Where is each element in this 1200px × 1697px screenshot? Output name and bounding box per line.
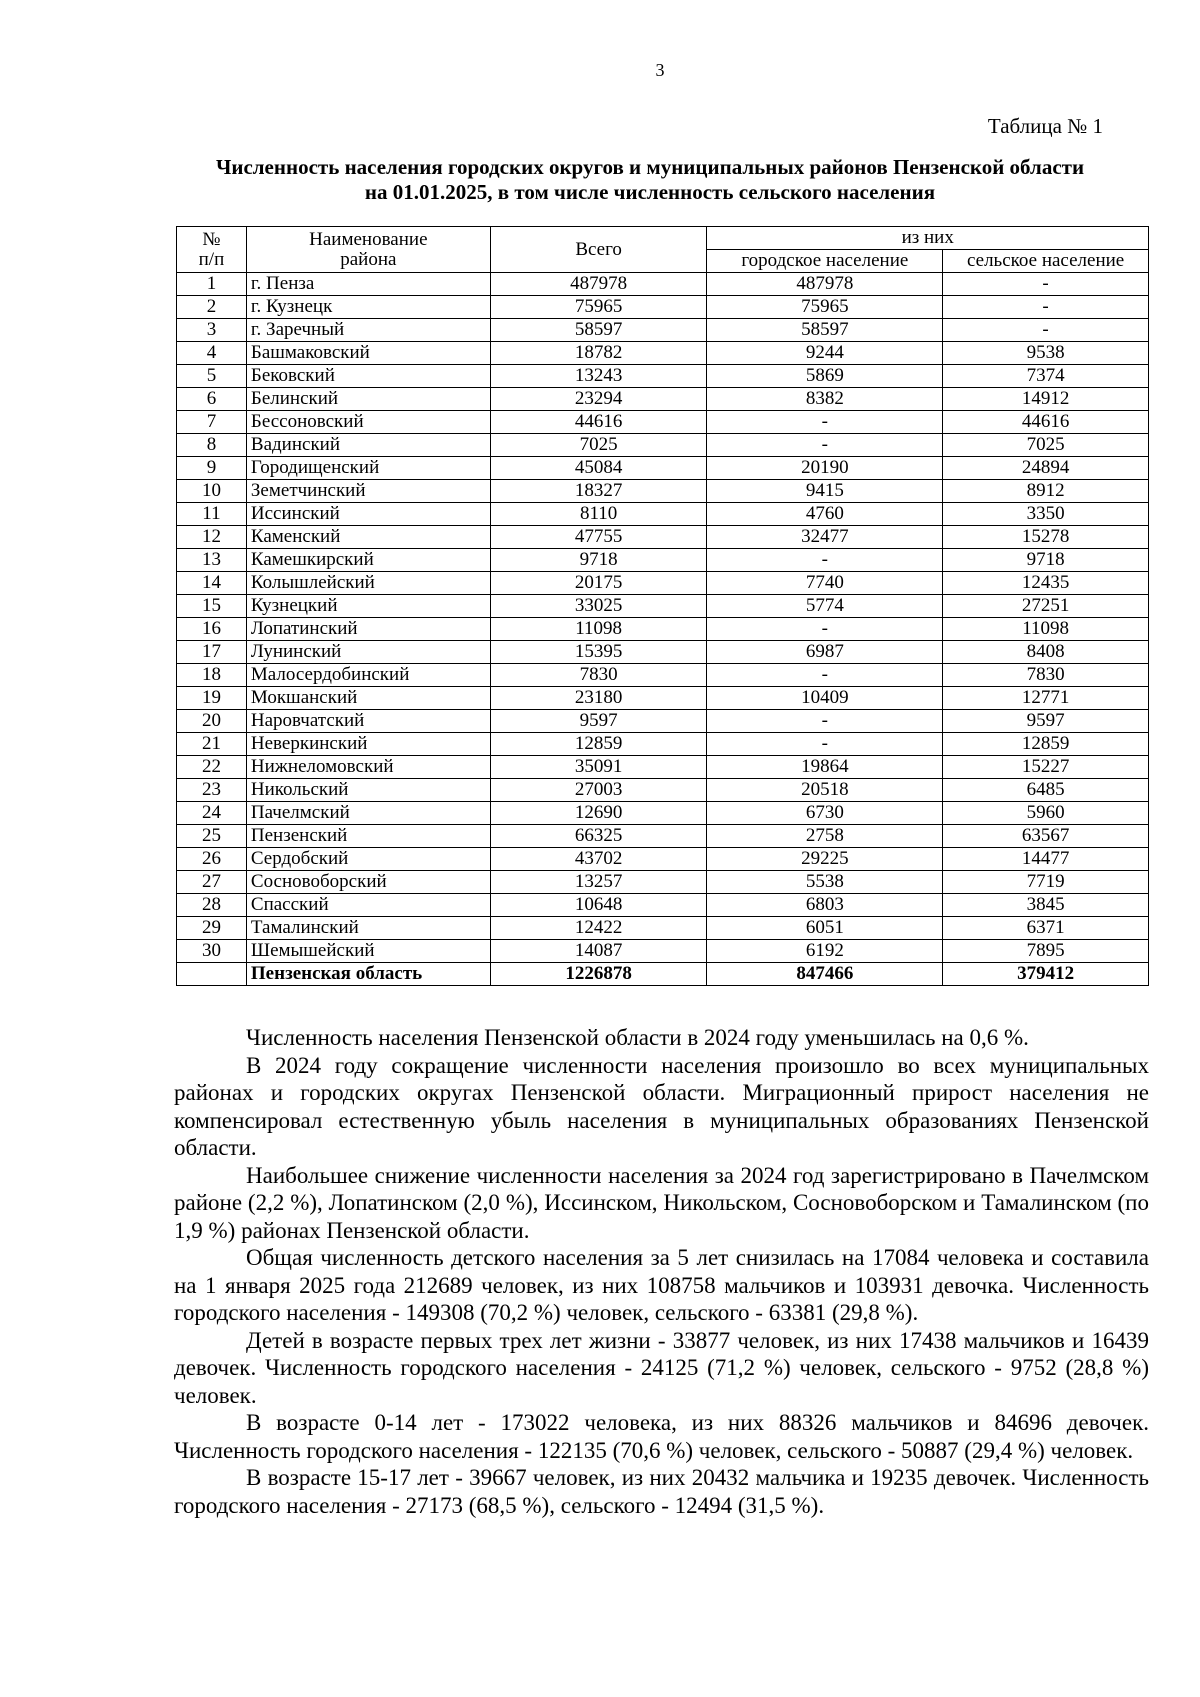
table-row <box>177 825 1149 848</box>
district-name-cell: Сердобский <box>246 848 490 871</box>
table-body <box>177 273 1149 963</box>
row-number-cell: 20 <box>177 710 247 733</box>
table-header <box>177 227 1149 273</box>
rural-cell: 12435 <box>943 572 1149 595</box>
total-cell: 9718 <box>490 549 707 572</box>
district-name-cell: Бессоновский <box>246 411 490 434</box>
row-number-cell: 21 <box>177 733 247 756</box>
total-cell: 14087 <box>490 940 707 963</box>
total-cell: 23180 <box>490 687 707 710</box>
header-urban: городское население <box>707 250 943 273</box>
row-number-cell: 28 <box>177 894 247 917</box>
district-name-cell: Шемышейский <box>246 940 490 963</box>
row-number-cell: 22 <box>177 756 247 779</box>
row-number-cell: 16 <box>177 618 247 641</box>
rural-cell: 63567 <box>943 825 1149 848</box>
row-number-cell: 9 <box>177 457 247 480</box>
table-row <box>177 319 1149 342</box>
row-number-cell: 7 <box>177 411 247 434</box>
row-number-cell: 26 <box>177 848 247 871</box>
header-name-line-1: Наименование <box>309 228 428 250</box>
total-cell: 13243 <box>490 365 707 388</box>
district-name-cell: г. Заречный <box>246 319 490 342</box>
total-cell: 18782 <box>490 342 707 365</box>
rural-cell: 7719 <box>943 871 1149 894</box>
total-cell: 13257 <box>490 871 707 894</box>
paragraph: В 2024 году сокращение численности населения произошло во всех муниципальных районах и городских округах Пензенской области. Миграционный прирост населения не компенсировал естественную убыль населения в муниципальных образованиях Пензенской области. <box>174 1052 1149 1160</box>
total-cell: 20175 <box>490 572 707 595</box>
urban-cell: 7740 <box>707 572 943 595</box>
urban-cell: - <box>707 733 943 756</box>
total-cell: 12690 <box>490 802 707 825</box>
row-number-cell: 1 <box>177 273 247 296</box>
urban-cell: 20518 <box>707 779 943 802</box>
urban-cell: 5774 <box>707 595 943 618</box>
table-row <box>177 526 1149 549</box>
rural-cell: 12771 <box>943 687 1149 710</box>
row-number-cell: 10 <box>177 480 247 503</box>
header-number-line-1: № <box>202 228 221 250</box>
row-number-cell: 17 <box>177 641 247 664</box>
total-cell: 75965 <box>490 296 707 319</box>
table-row <box>177 940 1149 963</box>
row-number-cell: 2 <box>177 296 247 319</box>
table-row <box>177 365 1149 388</box>
table-row <box>177 273 1149 296</box>
district-name-cell: Кузнецкий <box>246 595 490 618</box>
table-row <box>177 457 1149 480</box>
district-name-cell: Лунинский <box>246 641 490 664</box>
total-cell: 18327 <box>490 480 707 503</box>
urban-cell: 5869 <box>707 365 943 388</box>
total-cell: 44616 <box>490 411 707 434</box>
district-name-cell: Мокшанский <box>246 687 490 710</box>
paragraph: В возрасте 15-17 лет - 39667 человек, из них 20432 мальчика и 19235 девочек. Численность городского населения - 27173 (68,5 %), сельского - 12494 (31,5 %). <box>174 1465 1149 1518</box>
urban-cell: 6192 <box>707 940 943 963</box>
total-urban-cell: 847466 <box>707 963 943 986</box>
urban-cell: 4760 <box>707 503 943 526</box>
rural-cell: - <box>943 296 1149 319</box>
table-row <box>177 733 1149 756</box>
district-name-cell: Спасский <box>246 894 490 917</box>
row-number-cell: 18 <box>177 664 247 687</box>
row-number-cell: 6 <box>177 388 247 411</box>
row-number-cell: 4 <box>177 342 247 365</box>
header-name-line-2: района <box>340 248 397 270</box>
row-number-cell: 27 <box>177 871 247 894</box>
total-cell: 45084 <box>490 457 707 480</box>
body-text <box>174 1024 1149 1519</box>
row-number-cell: 29 <box>177 917 247 940</box>
table-row <box>177 917 1149 940</box>
district-name-cell: Нижнеломовский <box>246 756 490 779</box>
district-name-cell: Лопатинский <box>246 618 490 641</box>
total-cell: 43702 <box>490 848 707 871</box>
rural-cell: 3350 <box>943 503 1149 526</box>
row-number-cell: 23 <box>177 779 247 802</box>
table-row <box>177 664 1149 687</box>
row-number-cell: 14 <box>177 572 247 595</box>
table-row <box>177 779 1149 802</box>
total-cell: 35091 <box>490 756 707 779</box>
paragraph: Детей в возрасте первых трех лет жизни - 33877 человек, из них 17438 мальчиков и 16439 девочек. Численность городского населения - 24125 (71,2 %) человек, сельского - 9752 (28,8 %) человек. <box>174 1327 1149 1408</box>
district-name-cell: Камешкирский <box>246 549 490 572</box>
table-row <box>177 618 1149 641</box>
urban-cell: 6803 <box>707 894 943 917</box>
urban-cell: 5538 <box>707 871 943 894</box>
rural-cell: - <box>943 319 1149 342</box>
paragraph: Общая численность детского населения за 5 лет снизилась на 17084 человека и составила на 1 января 2025 года 212689 человек, из них 108758 мальчиков и 103931 девочка. Численность городского населения - 149308 (70,2 %) человек, сельского - 63381 (29,8 %). <box>174 1245 1149 1325</box>
page-number: 3 <box>655 60 665 80</box>
table-row <box>177 434 1149 457</box>
rural-cell: 3845 <box>943 894 1149 917</box>
rural-cell: 15227 <box>943 756 1149 779</box>
urban-cell: 75965 <box>707 296 943 319</box>
rural-cell: 6371 <box>943 917 1149 940</box>
urban-cell: - <box>707 618 943 641</box>
rural-cell: 9538 <box>943 342 1149 365</box>
district-name-cell: Вадинский <box>246 434 490 457</box>
district-name-cell: г. Пенза <box>246 273 490 296</box>
urban-cell: - <box>707 710 943 733</box>
total-cell: 10648 <box>490 894 707 917</box>
urban-cell: - <box>707 434 943 457</box>
rural-cell: 7830 <box>943 664 1149 687</box>
row-number-cell: 11 <box>177 503 247 526</box>
table-row <box>177 687 1149 710</box>
header-rural: сельское население <box>943 250 1149 273</box>
table-row <box>177 503 1149 526</box>
urban-cell: 487978 <box>707 273 943 296</box>
total-rural-cell: 379412 <box>943 963 1149 986</box>
table-total-row <box>177 963 1149 986</box>
rural-cell: 24894 <box>943 457 1149 480</box>
total-cell: 9597 <box>490 710 707 733</box>
rural-cell: 7374 <box>943 365 1149 388</box>
row-number-cell: 25 <box>177 825 247 848</box>
urban-cell: 9415 <box>707 480 943 503</box>
paragraph: Численность населения Пензенской области в 2024 году уменьшилась на 0,6 %. <box>246 1025 1029 1050</box>
row-number-cell: 30 <box>177 940 247 963</box>
rural-cell: 8408 <box>943 641 1149 664</box>
table-row <box>177 411 1149 434</box>
header-total: Всего <box>490 227 707 273</box>
district-name-cell: Городищенский <box>246 457 490 480</box>
district-name-cell: Наровчатский <box>246 710 490 733</box>
table-row <box>177 296 1149 319</box>
header-number <box>177 227 247 273</box>
urban-cell: 8382 <box>707 388 943 411</box>
header-name <box>246 227 490 273</box>
rural-cell: 7025 <box>943 434 1149 457</box>
rural-cell: 27251 <box>943 595 1149 618</box>
row-number-cell: 3 <box>177 319 247 342</box>
table-row <box>177 549 1149 572</box>
total-cell: 12422 <box>490 917 707 940</box>
district-name-cell: Пензенский <box>246 825 490 848</box>
district-name-cell: Бековский <box>246 365 490 388</box>
total-cell: 33025 <box>490 595 707 618</box>
rural-cell: 9597 <box>943 710 1149 733</box>
header-number-line-2: п/п <box>198 248 225 270</box>
total-cell: 23294 <box>490 388 707 411</box>
urban-cell: 6730 <box>707 802 943 825</box>
urban-cell: - <box>707 664 943 687</box>
paragraph: Наибольшее снижение численности населения за 2024 год зарегистрировано в Пачелмском районе (2,2 %), Лопатинском (2,0 %), Иссинском, Никольском, Сосновоборском и Тамалинском (по 1,9 %) районах Пензенской области. <box>174 1162 1149 1243</box>
urban-cell: - <box>707 549 943 572</box>
urban-cell: 58597 <box>707 319 943 342</box>
district-name-cell: Пачелмский <box>246 802 490 825</box>
district-name-cell: Сосновоборский <box>246 871 490 894</box>
urban-cell: 2758 <box>707 825 943 848</box>
urban-cell: 32477 <box>707 526 943 549</box>
total-number-cell <box>177 963 247 986</box>
table-row <box>177 871 1149 894</box>
table-label: Таблица № 1 <box>987 114 1103 138</box>
total-cell: 27003 <box>490 779 707 802</box>
total-cell: 47755 <box>490 526 707 549</box>
table-row <box>177 342 1149 365</box>
district-name-cell: Белинский <box>246 388 490 411</box>
total-cell: 15395 <box>490 641 707 664</box>
district-name-cell: Неверкинский <box>246 733 490 756</box>
table-title <box>150 155 1150 205</box>
rural-cell: 12859 <box>943 733 1149 756</box>
district-name-cell: Земетчинский <box>246 480 490 503</box>
table-title-line-2: на 01.01.2025, в том числе численность сельского населения <box>364 180 936 204</box>
table-row <box>177 802 1149 825</box>
total-cell: 66325 <box>490 825 707 848</box>
row-number-cell: 5 <box>177 365 247 388</box>
district-name-cell: Малосердобинский <box>246 664 490 687</box>
table-row <box>177 641 1149 664</box>
total-all-cell: 1226878 <box>490 963 707 986</box>
rural-cell: 7895 <box>943 940 1149 963</box>
urban-cell: 19864 <box>707 756 943 779</box>
table-row <box>177 894 1149 917</box>
rural-cell: 44616 <box>943 411 1149 434</box>
district-name-cell: Колышлейский <box>246 572 490 595</box>
total-cell: 487978 <box>490 273 707 296</box>
table-row <box>177 480 1149 503</box>
row-number-cell: 13 <box>177 549 247 572</box>
rural-cell: 14477 <box>943 848 1149 871</box>
total-cell: 58597 <box>490 319 707 342</box>
table-row <box>177 710 1149 733</box>
row-number-cell: 8 <box>177 434 247 457</box>
row-number-cell: 15 <box>177 595 247 618</box>
table-row <box>177 595 1149 618</box>
district-name-cell: Никольский <box>246 779 490 802</box>
district-name-cell: Башмаковский <box>246 342 490 365</box>
rural-cell: 14912 <box>943 388 1149 411</box>
rural-cell: - <box>943 273 1149 296</box>
total-name-cell: Пензенская область <box>246 963 490 986</box>
district-name-cell: г. Кузнецк <box>246 296 490 319</box>
row-number-cell: 12 <box>177 526 247 549</box>
total-cell: 7025 <box>490 434 707 457</box>
row-number-cell: 24 <box>177 802 247 825</box>
rural-cell: 5960 <box>943 802 1149 825</box>
table-row <box>177 848 1149 871</box>
paragraph: В возрасте 0-14 лет - 173022 человека, из них 88326 мальчиков и 84696 девочек. Численность городского населения - 122135 (70,6 %) человек, сельского - 50887 (29,4 %) человек. <box>174 1410 1149 1463</box>
urban-cell: 10409 <box>707 687 943 710</box>
table-row <box>177 572 1149 595</box>
population-table <box>176 226 1149 986</box>
rural-cell: 11098 <box>943 618 1149 641</box>
rural-cell: 9718 <box>943 549 1149 572</box>
total-cell: 8110 <box>490 503 707 526</box>
urban-cell: 9244 <box>707 342 943 365</box>
rural-cell: 8912 <box>943 480 1149 503</box>
district-name-cell: Иссинский <box>246 503 490 526</box>
urban-cell: 6051 <box>707 917 943 940</box>
urban-cell: 20190 <box>707 457 943 480</box>
table-row <box>177 388 1149 411</box>
table-title-line-1: Численность населения городских округов и муниципальных районов Пензенской области <box>215 155 1085 179</box>
rural-cell: 15278 <box>943 526 1149 549</box>
district-name-cell: Тамалинский <box>246 917 490 940</box>
district-name-cell: Каменский <box>246 526 490 549</box>
table-row <box>177 756 1149 779</box>
row-number-cell: 19 <box>177 687 247 710</box>
urban-cell: 29225 <box>707 848 943 871</box>
total-cell: 7830 <box>490 664 707 687</box>
rural-cell: 6485 <box>943 779 1149 802</box>
urban-cell: 6987 <box>707 641 943 664</box>
urban-cell: - <box>707 411 943 434</box>
total-cell: 11098 <box>490 618 707 641</box>
total-cell: 12859 <box>490 733 707 756</box>
header-of-them: из них <box>707 227 1149 250</box>
